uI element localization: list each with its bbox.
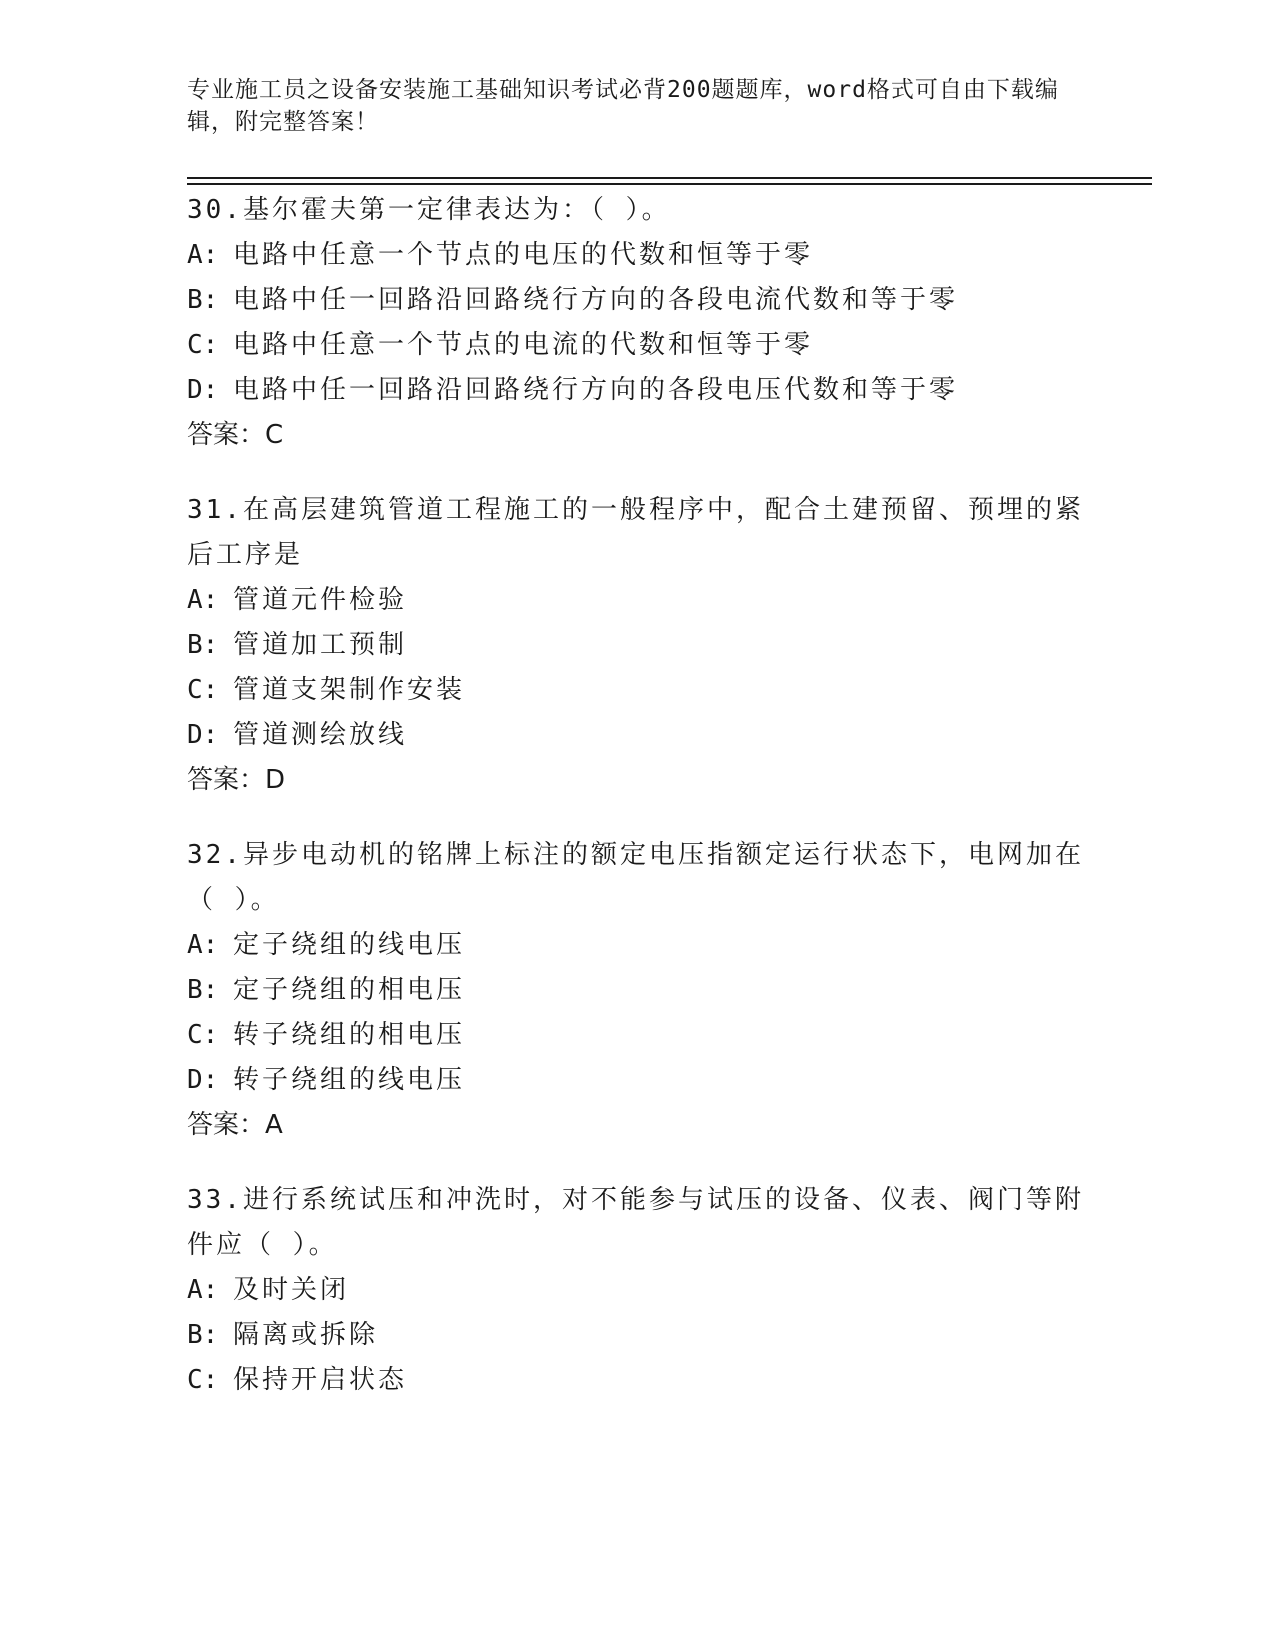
question-30 bbox=[187, 188, 1087, 458]
option-text: 转子绕组的线电压 bbox=[233, 1065, 466, 1095]
option-letter: C: bbox=[187, 675, 219, 705]
option-letter: C: bbox=[187, 330, 219, 360]
option-text: 隔离或拆除 bbox=[233, 1320, 379, 1350]
question-stem: 33.进行系统试压和冲洗时，对不能参与试压的设备、仪表、阀门等附件应（ ）。 bbox=[187, 1185, 1084, 1260]
option-letter: A: bbox=[187, 930, 219, 960]
option-d bbox=[187, 713, 1087, 758]
option-c bbox=[187, 323, 1087, 368]
question-33 bbox=[187, 1178, 1087, 1403]
option-letter: B: bbox=[187, 1320, 219, 1350]
option-letter: A: bbox=[187, 240, 219, 270]
answer-line: 答案：D bbox=[187, 765, 286, 795]
option-letter: D: bbox=[187, 720, 219, 750]
option-text: 保持开启状态 bbox=[233, 1365, 408, 1395]
option-text: 及时关闭 bbox=[233, 1275, 350, 1305]
option-letter: C: bbox=[187, 1365, 219, 1395]
option-c bbox=[187, 1013, 1087, 1058]
option-c bbox=[187, 668, 1087, 713]
option-text: 定子绕组的线电压 bbox=[233, 930, 466, 960]
question-stem: 30.基尔霍夫第一定律表达为：（ ）。 bbox=[187, 195, 671, 225]
question-32 bbox=[187, 833, 1087, 1148]
question-list bbox=[187, 188, 1087, 1433]
header-divider-top bbox=[187, 177, 1152, 179]
option-text: 电路中任意一个节点的电流的代数和恒等于零 bbox=[233, 330, 814, 360]
option-letter: A: bbox=[187, 585, 219, 615]
option-c bbox=[187, 1358, 1087, 1403]
option-b bbox=[187, 278, 1087, 323]
header-title: 专业施工员之设备安装施工基础知识考试必背200题题库，word格式可自由下载编辑，附完整答案！ bbox=[187, 77, 1059, 135]
option-b bbox=[187, 1313, 1087, 1358]
answer-line: 答案：C bbox=[187, 420, 284, 450]
option-text: 转子绕组的相电压 bbox=[233, 1020, 466, 1050]
question-stem: 31.在高层建筑管道工程施工的一般程序中，配合土建预留、预埋的紧后工序是 bbox=[187, 495, 1084, 570]
option-a bbox=[187, 578, 1087, 623]
answer-line: 答案：A bbox=[187, 1110, 283, 1140]
option-text: 管道测绘放线 bbox=[233, 720, 408, 750]
option-letter: B: bbox=[187, 630, 219, 660]
option-letter: D: bbox=[187, 1065, 219, 1095]
question-31 bbox=[187, 488, 1087, 803]
option-d bbox=[187, 1058, 1087, 1103]
option-a bbox=[187, 923, 1087, 968]
option-a bbox=[187, 233, 1087, 278]
option-b bbox=[187, 623, 1087, 668]
option-letter: B: bbox=[187, 975, 219, 1005]
option-b bbox=[187, 968, 1087, 1013]
option-text: 电路中任一回路沿回路绕行方向的各段电压代数和等于零 bbox=[233, 375, 959, 405]
option-text: 管道元件检验 bbox=[233, 585, 408, 615]
option-text: 电路中任一回路沿回路绕行方向的各段电流代数和等于零 bbox=[233, 285, 959, 315]
header-divider-bottom bbox=[187, 183, 1152, 185]
option-letter: A: bbox=[187, 1275, 219, 1305]
option-letter: D: bbox=[187, 375, 219, 405]
document-header bbox=[187, 74, 1067, 138]
option-letter: B: bbox=[187, 285, 219, 315]
option-a bbox=[187, 1268, 1087, 1313]
option-text: 电路中任意一个节点的电压的代数和恒等于零 bbox=[233, 240, 814, 270]
option-text: 定子绕组的相电压 bbox=[233, 975, 466, 1005]
option-text: 管道加工预制 bbox=[233, 630, 408, 660]
option-letter: C: bbox=[187, 1020, 219, 1050]
option-text: 管道支架制作安装 bbox=[233, 675, 466, 705]
option-d bbox=[187, 368, 1087, 413]
question-stem: 32.异步电动机的铭牌上标注的额定电压指额定运行状态下，电网加在（ ）。 bbox=[187, 840, 1084, 915]
